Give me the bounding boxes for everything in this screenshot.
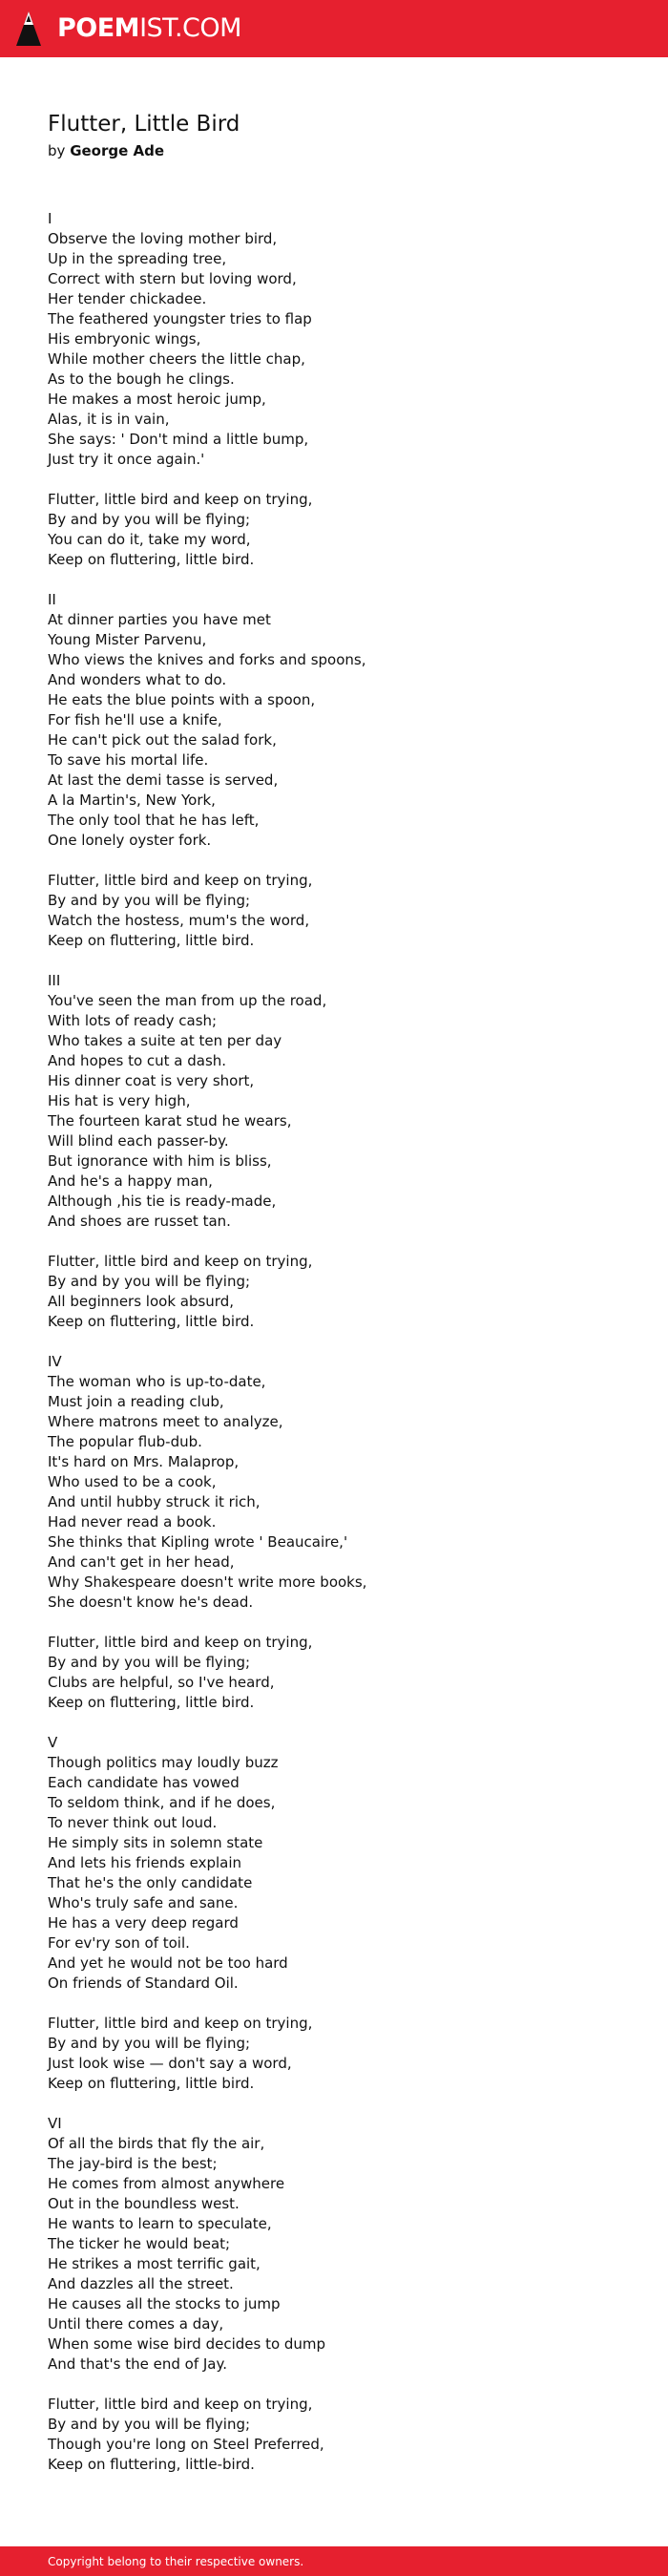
poem-line: I xyxy=(48,210,52,227)
poem-line: The feathered youngster tries to flap xyxy=(48,310,312,327)
poem-line: He makes a most heroic jump, xyxy=(48,391,266,408)
poem-line: Just look wise — don't say a word, xyxy=(48,2055,292,2072)
author-link[interactable]: George Ade xyxy=(70,142,165,159)
poem-line: When some wise bird decides to dump xyxy=(48,2335,326,2353)
poem-line: Though you're long on Steel Preferred, xyxy=(48,2436,324,2453)
poem-line: It's hard on Mrs. Malaprop, xyxy=(48,1453,240,1470)
poem-line: And wonders what to do. xyxy=(48,671,227,688)
poem-line: By and by you will be flying; xyxy=(48,892,251,909)
poem-line: For ev'ry son of toil. xyxy=(48,1934,190,1952)
poem-line: His embryonic wings, xyxy=(48,330,201,348)
poem-line: Where matrons meet to analyze, xyxy=(48,1413,283,1430)
poem-line: Alas, it is in vain, xyxy=(48,411,170,428)
poem-title: Flutter, Little Bird xyxy=(48,112,240,137)
poem-line: The fourteen karat stud he wears, xyxy=(48,1112,292,1130)
poem-line: And until hubby struck it rich, xyxy=(48,1493,261,1510)
stanza xyxy=(48,2114,620,2375)
poem-line: Observe the loving mother bird, xyxy=(48,230,278,247)
poem-line: Who used to be a cook, xyxy=(48,1473,217,1490)
poem-line: The jay-bird is the best; xyxy=(48,2155,218,2172)
logo-rest-text: IST.COM xyxy=(139,13,241,43)
poem-line: To save his mortal life. xyxy=(48,751,209,769)
stanza xyxy=(48,1633,620,1713)
poem-line: The popular flub-dub. xyxy=(48,1433,202,1450)
poem-line: Just try it once again.' xyxy=(48,451,205,468)
poem-line: She thinks that Kipling wrote ' Beaucaire,' xyxy=(48,1533,348,1551)
poem-line: With lots of ready cash; xyxy=(48,1012,218,1029)
poem-line: Flutter, little bird and keep on trying, xyxy=(48,1253,313,1270)
poem-line: One lonely oyster fork. xyxy=(48,832,212,849)
poem-line: By and by you will be flying; xyxy=(48,2035,251,2052)
poem-line: Watch the hostess, mum's the word, xyxy=(48,912,310,929)
pencil-tip-icon[interactable] xyxy=(15,11,42,47)
poem-line: You've seen the man from up the road, xyxy=(48,992,327,1009)
poem-line: And that's the end of Jay. xyxy=(48,2355,227,2373)
poem-line: By and by you will be flying; xyxy=(48,511,251,528)
poem-line: Keep on fluttering, little-bird. xyxy=(48,2456,255,2473)
poem-line: He causes all the stocks to jump xyxy=(48,2295,281,2312)
poem-line: The only tool that he has left, xyxy=(48,812,260,829)
poem-line: At last the demi tasse is served, xyxy=(48,771,279,789)
poem-line: Flutter, little bird and keep on trying, xyxy=(48,1634,313,1651)
poem-line: Young Mister Parvenu, xyxy=(48,631,207,648)
poem-line: Had never read a book. xyxy=(48,1513,217,1531)
poem-line: Keep on fluttering, little bird. xyxy=(48,1313,255,1330)
poem-line: Each candidate has vowed xyxy=(48,1774,240,1791)
stanza xyxy=(48,490,620,570)
poem-line: Her tender chickadee. xyxy=(48,290,207,307)
poem-line: At dinner parties you have met xyxy=(48,611,271,628)
poem-line: All beginners look absurd, xyxy=(48,1293,234,1310)
poem-line: For fish he'll use a knife, xyxy=(48,711,222,728)
poem-body xyxy=(48,209,620,2495)
poem-line: To seldom think, and if he does, xyxy=(48,1794,276,1811)
byline xyxy=(48,140,164,161)
poem-line: And shoes are russet tan. xyxy=(48,1213,231,1230)
poem-line: And can't get in her head, xyxy=(48,1553,235,1571)
poem-line: She doesn't know he's dead. xyxy=(48,1594,254,1611)
poem-line: He has a very deep regard xyxy=(48,1914,239,1932)
poem-line: And lets his friends explain xyxy=(48,1854,242,1871)
site-header xyxy=(0,0,668,57)
poem-line: Although ,his tie is ready-made, xyxy=(48,1193,277,1210)
poem-line: Of all the birds that fly the air, xyxy=(48,2135,265,2152)
poem-line: Who views the knives and forks and spoons, xyxy=(48,651,366,668)
poem-line: Out in the boundless west. xyxy=(48,2195,240,2212)
poem-line: But ignorance with him is bliss, xyxy=(48,1152,272,1170)
poem-line: As to the bough he clings. xyxy=(48,370,235,388)
stanza xyxy=(48,871,620,951)
poem-line: VI xyxy=(48,2115,62,2132)
stanza xyxy=(48,1352,620,1613)
poem-line: To never think out loud. xyxy=(48,1814,218,1831)
poem-line: His dinner coat is very short, xyxy=(48,1072,255,1089)
poem-line: The woman who is up-to-date, xyxy=(48,1373,266,1390)
poem-line: Keep on fluttering, little bird. xyxy=(48,1694,255,1711)
site-logo[interactable] xyxy=(57,13,241,44)
poem-line: Clubs are helpful, so I've heard, xyxy=(48,1674,275,1691)
poem-line: Up in the spreading tree, xyxy=(48,250,227,267)
poem-line: II xyxy=(48,591,56,608)
poem-line: By and by you will be flying; xyxy=(48,1273,251,1290)
stanza xyxy=(48,209,620,470)
stanza xyxy=(48,1252,620,1332)
poem-line: Correct with stern but loving word, xyxy=(48,270,297,287)
site-footer xyxy=(0,2546,668,2576)
poem-line: While mother cheers the little chap, xyxy=(48,350,305,368)
poem-line: Must join a reading club, xyxy=(48,1393,224,1410)
poem-line: That he's the only candidate xyxy=(48,1874,253,1891)
poem-line: He strikes a most terrific gait, xyxy=(48,2255,261,2272)
poem-line: Will blind each passer-by. xyxy=(48,1132,229,1150)
stanza xyxy=(48,1733,620,1994)
poem-line: And hopes to cut a dash. xyxy=(48,1052,227,1069)
poem-line: Flutter, little bird and keep on trying, xyxy=(48,491,313,508)
logo-bold-text: POEM xyxy=(57,13,140,43)
poem-line: Keep on fluttering, little bird. xyxy=(48,932,255,949)
poem-line: Flutter, little bird and keep on trying, xyxy=(48,2015,313,2032)
poem-line: And he's a happy man, xyxy=(48,1172,213,1190)
poem-line: Though politics may loudly buzz xyxy=(48,1754,279,1771)
poem-line: And dazzles all the street. xyxy=(48,2275,234,2292)
poem-line: On friends of Standard Oil. xyxy=(48,1974,239,1992)
poem-line: You can do it, take my word, xyxy=(48,531,251,548)
stanza xyxy=(48,590,620,851)
poem-line: Keep on fluttering, little bird. xyxy=(48,2075,255,2092)
poem-line: By and by you will be flying; xyxy=(48,2416,251,2433)
poem-line: IV xyxy=(48,1353,62,1370)
poem-line: Flutter, little bird and keep on trying, xyxy=(48,872,313,889)
poem-line: Flutter, little bird and keep on trying, xyxy=(48,2396,313,2413)
poem-line: A la Martin's, New York, xyxy=(48,792,216,809)
poem-line: He can't pick out the salad fork, xyxy=(48,731,277,749)
poem-line: V xyxy=(48,1734,58,1751)
poem-line: III xyxy=(48,972,61,989)
poem-line: Why Shakespeare doesn't write more books, xyxy=(48,1573,367,1591)
poem-line: He wants to learn to speculate, xyxy=(48,2215,272,2232)
poem-line: And yet he would not be too hard xyxy=(48,1954,288,1972)
poem-line: He simply sits in solemn state xyxy=(48,1834,263,1851)
stanza xyxy=(48,2395,620,2475)
poem-line: The ticker he would beat; xyxy=(48,2235,231,2252)
poem-line: He eats the blue points with a spoon, xyxy=(48,691,316,708)
poem-line: Keep on fluttering, little bird. xyxy=(48,551,255,568)
poem-line: Who's truly safe and sane. xyxy=(48,1894,239,1911)
stanza xyxy=(48,2014,620,2094)
poem-line: Until there comes a day, xyxy=(48,2315,224,2333)
copyright-text: Copyright belong to their respective owners. xyxy=(48,2555,304,2568)
poem-line: Who takes a suite at ten per day xyxy=(48,1032,282,1049)
stanza xyxy=(48,971,620,1232)
poem-line: His hat is very high, xyxy=(48,1092,191,1109)
poem-line: He comes from almost anywhere xyxy=(48,2175,285,2192)
poem-line: She says: ' Don't mind a little bump, xyxy=(48,431,309,448)
by-label: by xyxy=(48,142,66,159)
poem-line: By and by you will be flying; xyxy=(48,1654,251,1671)
